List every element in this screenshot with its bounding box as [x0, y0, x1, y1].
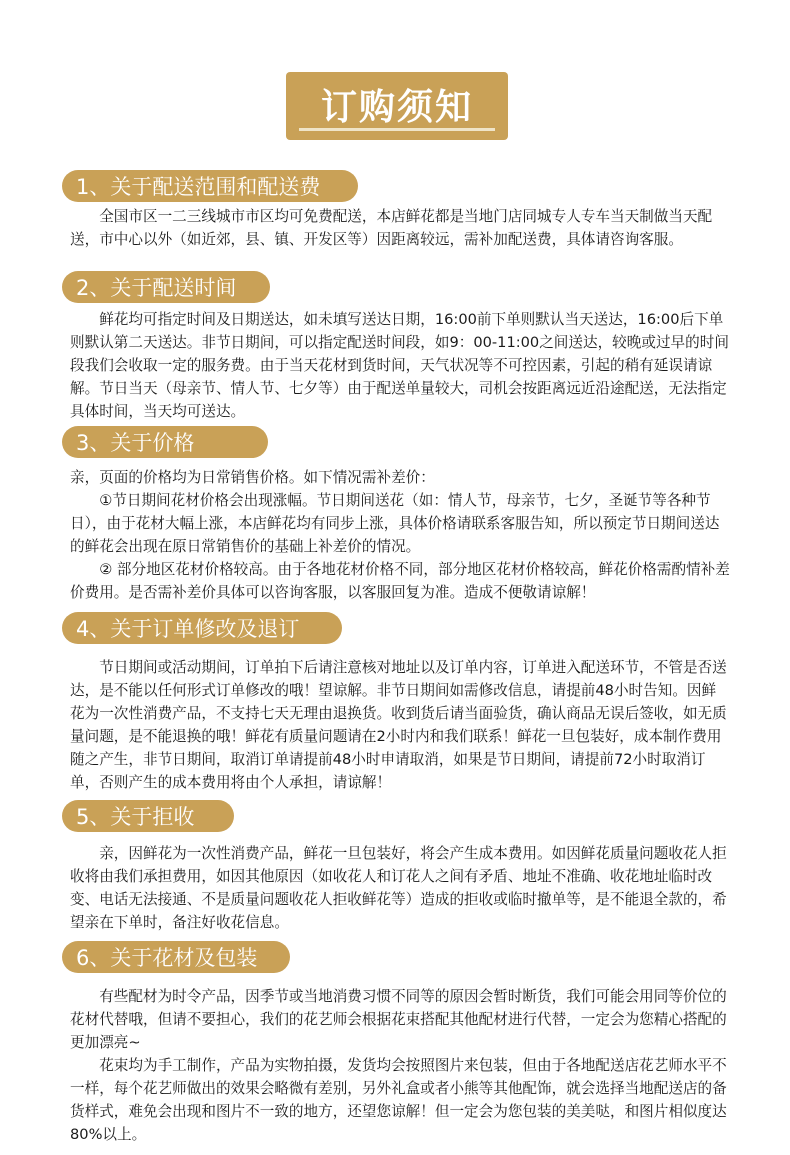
paragraph: 鲜花均可指定时间及日期送达，如未填写送达日期，16:00前下单则默认当天送达，16:00后下单则默认第二天送达。非节日期间，可以指定配送时间段，如9：00-11:00之间送达，较晚或过早的时间段我们会收取一定的服务费。由于当天花材到货时间，天气状况等不可控因素，引起的稍有延误请谅解。节日当天（母亲节、情人节、七夕等）由于配送单量较大，司机会按距离远近沿途配送，无法指定具体时间，当天均可送达。 [70, 311, 729, 420]
section-heading-price: 3、关于价格 [62, 426, 268, 458]
paragraph: 节日期间或活动期间，订单拍下后请注意核对地址以及订单内容，订单进入配送环节，不管是否送达，是不能以任何形式订单修改的哦！望谅解。非节日期间如需修改信息，请提前48小时告知。因鲜花为一次性消费产品，不支持七天无理由退换货。收到货后请当面验货，确认商品无误后签收，如无质量问题，是不能退换的哦！鲜花有质量问题请在2小时内和我们联系！鲜花一旦包装好，成本制作费用随之产生，非节日期间，取消订单请提前48小时申请取消，如果是节日期间，请提前72小时取消订单，否则产生的成本费用将由个人承担，请谅解！ [70, 659, 727, 791]
section-heading-refusal: 5、关于拒收 [62, 800, 234, 832]
paragraph: 亲，因鲜花为一次性消费产品，鲜花一旦包装好，将会产生成本费用。如因鲜花质量问题收花人拒收将由我们承担费用，如因其他原因（如收花人和订花人之间有矛盾、地址不准确、收花地址临时改变、电话无法接通、不是质量问题收花人拒收鲜花等）造成的拒收或临时撤单等，是不能退全款的，希望亲在下单时，备注好收花信息。 [70, 845, 727, 931]
section-body-price [70, 466, 730, 604]
section-body-delivery-time [70, 308, 730, 423]
section-heading-delivery-time: 2、关于配送时间 [62, 271, 270, 303]
page-title-banner [286, 72, 508, 140]
section-body-materials-packaging [70, 985, 730, 1146]
section-body-refusal [70, 842, 730, 934]
paragraph: 有些配材为时令产品，因季节或当地消费习惯不同等的原因会暂时断货，我们可能会用同等价位的花材代替哦，但请不要担心，我们的花艺师会根据花束搭配其他配材进行代替，一定会为您精心搭配的更加漂亮~ [70, 988, 727, 1051]
section-body-delivery-range [70, 205, 730, 251]
paragraph: ①节日期间花材价格会出现涨幅。节日期间送花（如：情人节，母亲节，七夕，圣诞节等各种节日），由于花材大幅上涨，本店鲜花均有同步上涨，具体价格请联系客服告知，所以预定节日期间送达的鲜花会出现在原日常销售价的基础上补差价的情况。 [70, 492, 720, 555]
section-heading-materials-packaging: 6、关于花材及包装 [62, 941, 290, 973]
paragraph: 花束均为手工制作，产品为实物拍摄，发货均会按照图片来包装，但由于各地配送店花艺师水平不一样，每个花艺师做出的效果会略微有差别，另外礼盒或者小熊等其他配饰，就会选择当地配送店的备货样式，难免会出现和图片不一致的地方，还望您谅解！但一定会为您包装的美美哒，和图片相似度达80%以上。 [70, 1057, 727, 1143]
section-body-order-modify [70, 656, 730, 794]
page-title: 订购须知 [299, 82, 495, 131]
paragraph: 全国市区一二三线城市市区均可免费配送，本店鲜花都是当地门店同城专人专车当天制做当天配送，市中心以外（如近郊，县、镇、开发区等）因距离较远，需补加配送费，具体请咨询客服。 [70, 208, 713, 248]
paragraph: 亲，页面的价格均为日常销售价格。如下情况需补差价： [70, 469, 435, 486]
section-heading-delivery-range: 1、关于配送范围和配送费 [62, 170, 358, 202]
paragraph: ② 部分地区花材价格较高。由于各地花材价格不同，部分地区花材价格较高，鲜花价格需酌情补差价费用。是否需补差价具体可以咨询客服，以客服回复为准。造成不便敬请谅解！ [70, 561, 730, 601]
section-heading-order-modify: 4、关于订单修改及退订 [62, 612, 342, 644]
